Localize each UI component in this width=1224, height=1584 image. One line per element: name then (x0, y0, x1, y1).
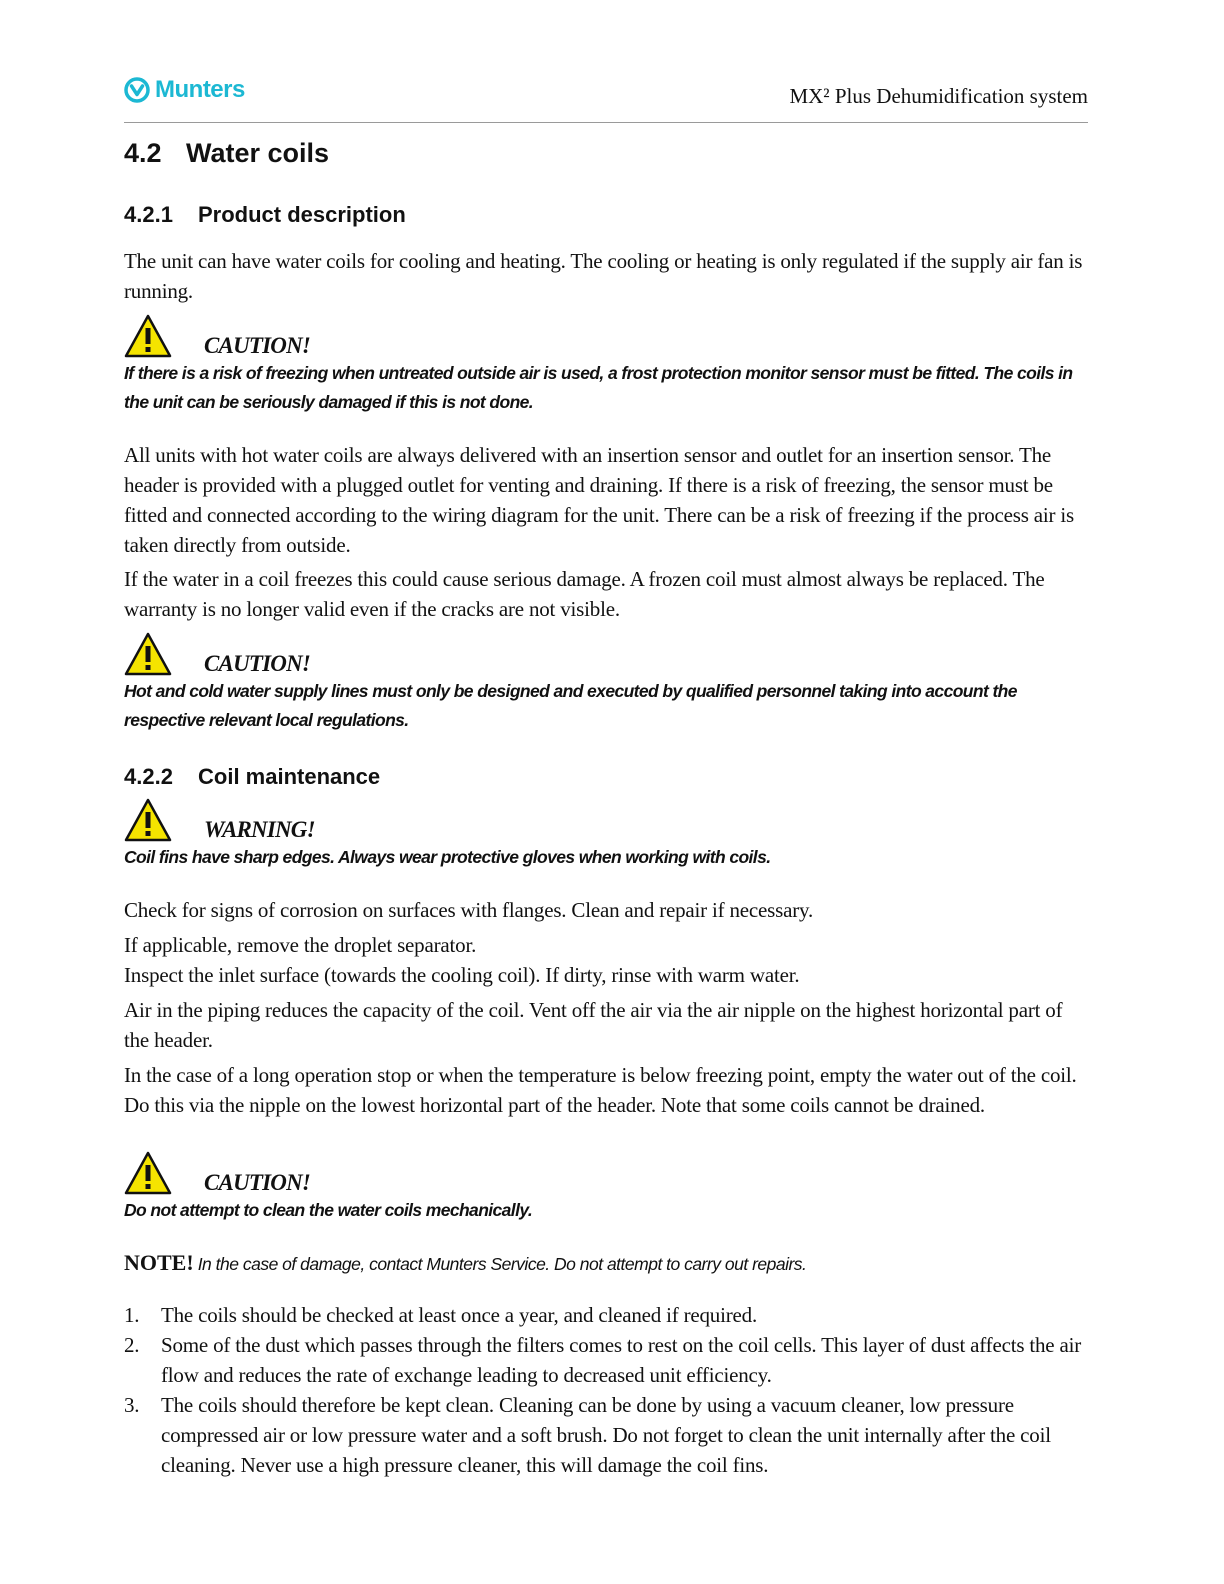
list-item-text: The coils should be checked at least once a year, and cleaned if required. (161, 1303, 757, 1327)
list-item (124, 1300, 1088, 1330)
warning-triangle-icon (124, 314, 172, 358)
paragraph-droplet-separator: If applicable, remove the droplet separator. (124, 933, 477, 957)
subsection-number: 4.2.2 (124, 764, 173, 789)
warning-text: Coil fins have sharp edges. Always wear protective gloves when working with coils. (124, 847, 771, 867)
subsection-number: 4.2.1 (124, 202, 173, 227)
caution-label: CAUTION! (204, 651, 311, 676)
list-item-number: 1. (124, 1303, 140, 1327)
paragraph-long-stop: In the case of a long operation stop or when the temperature is below freezing point, empty the water out of the coil. Do this via the nipple on the lowest horizontal part of the header. Note that some coils cannot be drained. (124, 1063, 1077, 1117)
list-item-text: The coils should therefore be kept clean. Cleaning can be done by using a vacuum cleaner, low pressure compressed air or low pressure water and a soft brush. Do not forget to clean the unit internally after the coil cleaning. Never use a high pressure cleaner, this will damage the coil fins. (161, 1393, 1051, 1477)
section-title: Water coils (186, 138, 330, 168)
subsection-title: Coil maintenance (198, 764, 381, 789)
document-title: MX² Plus Dehumidification system (789, 84, 1088, 108)
subsection-heading-product-description (124, 202, 406, 228)
page-header (124, 74, 1088, 123)
subsection-title: Product description (198, 202, 406, 227)
caution-heading-2 (124, 628, 310, 676)
warning-triangle-icon (124, 632, 172, 676)
paragraph-corrosion: Check for signs of corrosion on surfaces with flanges. Clean and repair if necessary. (124, 898, 813, 922)
subsection-heading-coil-maintenance (124, 764, 380, 790)
list-item-number: 3. (124, 1393, 140, 1417)
note-text: In the case of damage, contact Munters Service. Do not attempt to carry out repairs. (197, 1254, 807, 1274)
list-item-number: 2. (124, 1333, 140, 1357)
caution-text-3: Do not attempt to clean the water coils mechanically. (124, 1200, 533, 1220)
maintenance-steps-list (124, 1300, 1088, 1480)
warning-triangle-icon (124, 798, 172, 842)
munters-logo-icon (124, 77, 150, 103)
list-item-text: Some of the dust which passes through the filters comes to rest on the coil cells. This layer of dust affects the air flow and reduces the rate of exchange leading to decreased unit efficiency. (161, 1333, 1082, 1387)
logo-text: Munters (155, 76, 245, 103)
caution-text-1: If there is a risk of freezing when untreated outside air is used, a frost protection monitor sensor must be fitted. The coils in the unit can be seriously damaged if this is not done. (124, 363, 1073, 412)
caution-heading-1 (124, 310, 310, 358)
paragraph-inlet-surface: Inspect the inlet surface (towards the cooling coil). If dirty, rinse with warm water. (124, 963, 800, 987)
paragraph-insertion-sensor: All units with hot water coils are always delivered with an insertion sensor and outlet for an insertion sensor. The header is provided with a plugged outlet for venting and draining. If there is a risk of freezing, the sensor must be fitted and connected according to the wiring diagram for the unit. There can be a risk of freezing if the process air is taken directly from outside. (124, 443, 1074, 557)
section-number: 4.2 (124, 138, 162, 168)
caution-label: CAUTION! (204, 1170, 311, 1195)
note-label: NOTE! (124, 1250, 194, 1275)
note (124, 1248, 1088, 1281)
warning-triangle-icon (124, 1151, 172, 1195)
list-item (124, 1390, 1088, 1480)
munters-logo (124, 74, 245, 106)
list-item (124, 1330, 1088, 1390)
warning-heading (124, 794, 315, 842)
intro-paragraph: The unit can have water coils for cooling and heating. The cooling or heating is only regulated if the supply air fan is running. (124, 249, 1083, 303)
paragraph-frozen-coil: If the water in a coil freezes this could cause serious damage. A frozen coil must almost always be replaced. The warranty is no longer valid even if the cracks are not visible. (124, 567, 1045, 621)
warning-label: WARNING! (204, 817, 315, 842)
section-heading (124, 138, 329, 169)
caution-heading-3 (124, 1147, 310, 1195)
caution-text-2: Hot and cold water supply lines must only be designed and executed by qualified personnel taking into account the respective relevant local regulations. (124, 681, 1017, 730)
caution-label: CAUTION! (204, 333, 311, 358)
paragraph-air-in-piping: Air in the piping reduces the capacity of the coil. Vent off the air via the air nipple on the highest horizontal part of the header. (124, 998, 1063, 1052)
